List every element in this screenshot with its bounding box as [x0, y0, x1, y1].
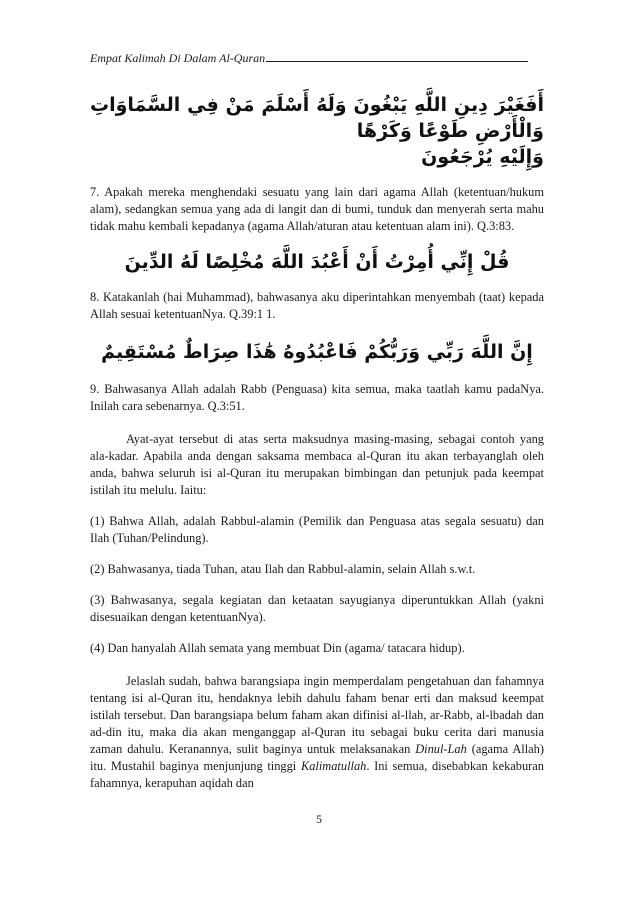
translation-q3-83: 7. Apakah mereka menghendaki sesuatu yang lain dari agama Allah (ketentuan/hukum alam), sedangkan semua yang ada di langit dan di bumi, tunduk dan menyerah serta mahu tidak mahu kembali kepadanya (agama Allah/aturan atau ketentuan alam ini). Q.3:83.: [90, 185, 544, 233]
arabic-verse-q3-51-line1: إِنَّ اللَّهَ رَبِّي وَرَبُّكُمْ فَاعْبُدُوهُ هَٰذَا صِرَاطٌ مُسْتَقِيمٌ: [101, 341, 533, 363]
translation-q39-11: 8. Katakanlah (hai Muhammad), bahwasanya aku diperintahkan menyembah (taat) kepada Allah sesuai ketentuanNya. Q.39:1 1.: [90, 290, 544, 321]
closing-text-3: . Ini semua, disebabkan kekaburan fahamnya, kerapuhan aqidah dan: [90, 759, 544, 790]
point-1: (1) Bahwa Allah, adalah Rabbul-alamin (Pemilik dan Penguasa atas segala sesuatu) dan Ilah (Tuhan/Pelindung).: [90, 514, 544, 545]
closing-text-1: Jelaslah sudah, bahwa barangsiapa ingin memperdalam pengetahuan dan fahamnya tentang isi al-Quran itu, hendaknya lebih dahulu faham benar erti dan maksud keempat istilah tersebut. Dan barangsiapa belum faham akan difinisi al-llah, ar-Rabb, al-lbadah dan ad-din itu, maka dia akan menganggap al-Quran itu sebagai buku cerita dari manusia zaman dahulu. Keranannya, sulit baginya untuk melaksanakan: [90, 674, 544, 756]
intro-paragraph: Ayat-ayat tersebut di atas serta maksudnya masing-masing, sebagai contoh yang ala-kadar. Apabila anda dengan saksama membaca al-Quran itu akan terbayanglah oleh anda, bahwa seluruh isi al-Quran itu merupakan bimbingan dan petunjuk pada keempat istilah itu melulu. Iaitu:: [90, 432, 544, 497]
running-title: Empat Kalimah Di Dalam Al-Quran: [90, 51, 266, 65]
document-page: [90, 50, 544, 792]
point-4: (4) Dan hanyalah Allah semata yang membuat Din (agama/ tatacara hidup).: [90, 641, 465, 655]
closing-paragraph: [90, 673, 544, 792]
arabic-verse-q3-83-line2: وَإِلَيْهِ يُرْجَعُونَ: [421, 146, 544, 168]
arabic-verse-q39-11: [90, 249, 544, 275]
arabic-verse-q3-51: [90, 339, 544, 365]
running-header: [90, 51, 544, 66]
point-2: (2) Bahwasanya, tiada Tuhan, atau Ilah dan Rabbul-alamin, selain Allah s.w.t.: [90, 562, 476, 576]
arabic-verse-q3-83: [90, 92, 544, 170]
closing-text-2: (agama Allah) itu. Mustahil baginya menjunjung tinggi: [90, 742, 545, 773]
closing-italic-kalimatullah: Kalimatullah: [300, 759, 367, 773]
header-rule: [266, 60, 528, 62]
page-number: 5: [316, 812, 322, 826]
arabic-verse-q3-83-line1: أَفَغَيْرَ دِينِ اللَّهِ يَبْغُونَ وَلَهُ أَسْلَمَ مَنْ فِي السَّمَاوَاتِ وَالْأَرْضِ طَوْعًا وَكَرْهًا: [90, 94, 544, 142]
arabic-verse-q39-11-line1: قُلْ إِنِّي أُمِرْتُ أَنْ أَعْبُدَ اللَّهَ مُخْلِصًا لَهُ الدِّينَ: [124, 251, 510, 273]
point-3: (3) Bahwasanya, segala kegiatan dan ketaatan sayugianya diperuntukkan Allah (yakni disesuaikan dengan ketentuanNya).: [90, 593, 544, 624]
translation-q3-51: 9. Bahwasanya Allah adalah Rabb (Penguasa) kita semua, maka taatlah kamu padaNya. Inilah cara sebenarnya. Q.3:51.: [90, 382, 544, 413]
closing-italic-dinul-lah: Dinul-Lah: [415, 742, 467, 756]
